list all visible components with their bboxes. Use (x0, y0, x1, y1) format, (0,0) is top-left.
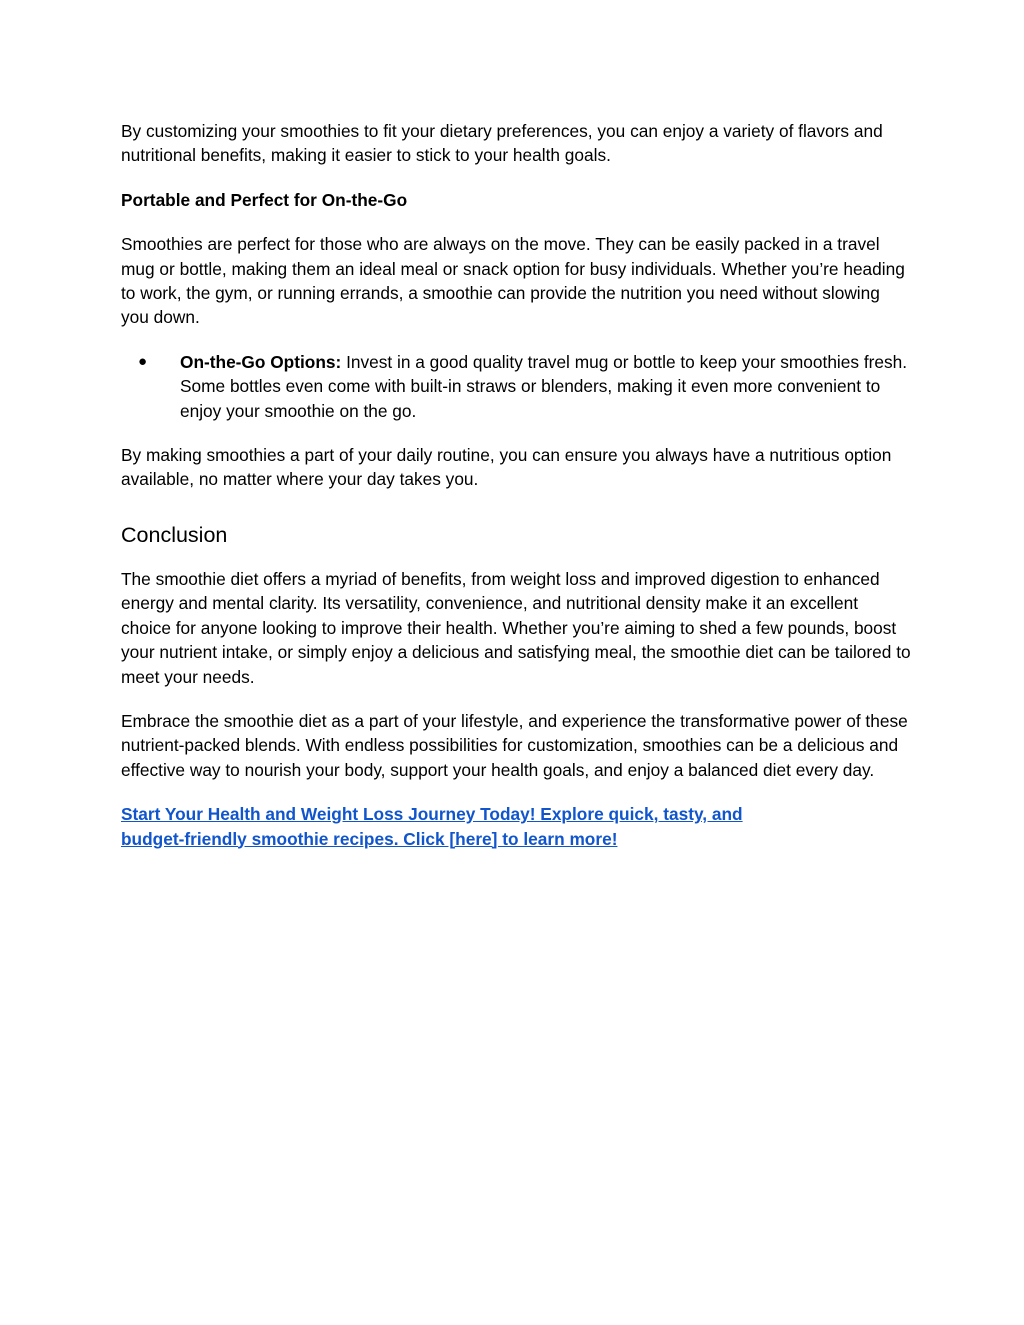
portable-paragraph: Smoothies are perfect for those who are always on the move. They can be easily packed in a travel mug or bottle, making them an ideal meal or snack option for busy individuals. Whether you’re heading to work, the gym, or running errands, a smoothie can provide the nutrition you need without slowing you down. (121, 234, 905, 328)
bullet-text: Invest in a good quality travel mug or bottle to keep your smoothies fresh. Some bottles even come with built-in straws or blenders, making it even more convenient to enjoy your smoothie on the go. (180, 351, 908, 421)
bullet-label: On-the-Go Options: (180, 351, 342, 372)
list-item (121, 350, 911, 423)
conclusion-heading: Conclusion (121, 522, 228, 547)
document-page (121, 119, 911, 851)
conclusion-paragraph-2: Embrace the smoothie diet as a part of your lifestyle, and experience the transformative power of these nutrient-packed blends. With endless possibilities for customization, smoothies can be a delicious and effective way to nourish your body, support your health goals, and enjoy a balanced diet every day. (121, 710, 908, 780)
conclusion-paragraph-1: The smoothie diet offers a myriad of benefits, from weight loss and improved digestion to enhanced energy and mental clarity. Its versatility, convenience, and nutritional density make it an excellent choice for anyone looking to improve their health. Whether you’re aiming to shed a few pounds, boost your nutrient intake, or simply enjoy a delicious and satisfying meal, the smoothie diet can be tailored to meet your needs. (121, 568, 911, 687)
routine-paragraph: By making smoothies a part of your daily routine, you can ensure you always have a nutritious option available, no matter where your day takes you. (121, 445, 892, 490)
portable-subheading: Portable and Perfect for On-the-Go (121, 189, 408, 210)
cta-link[interactable]: Start Your Health and Weight Loss Journey Today! Explore quick, tasty, and budget-friendly smoothie recipes. Click [here] to learn more! (121, 804, 743, 849)
bullet-icon: ● (138, 352, 148, 370)
intro-paragraph: By customizing your smoothies to fit your dietary preferences, you can enjoy a variety of flavors and nutritional benefits, making it easier to stick to your health goals. (121, 121, 883, 166)
bullet-list (121, 350, 911, 423)
